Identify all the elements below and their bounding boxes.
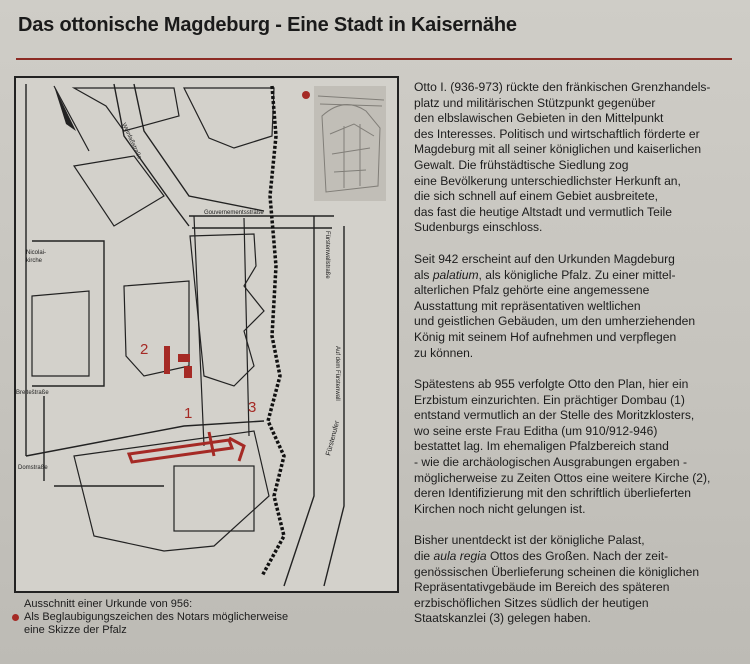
label-nicolai-1: Nicolai- — [26, 250, 47, 256]
marker-1: 1 — [184, 405, 193, 422]
legend-marker-icon — [12, 614, 19, 621]
legend-line-1: Ausschnitt einer Urkunde von 956: — [24, 598, 193, 610]
marker-2: 2 — [140, 341, 149, 358]
italic-palatium: palatium — [432, 267, 479, 282]
seal-marker — [302, 91, 310, 99]
label-breite: Breiteštraße — [16, 390, 49, 396]
seal-sketch — [314, 86, 386, 201]
italic-aula-regia: aula regia — [433, 549, 487, 564]
label-gouvernement: Gouvernementsstraße — [204, 210, 264, 216]
paragraph-2: Seit 942 erscheint auf den Urkunden Magdeburg als palatium, als königliche Pfalz. Zu einer mittel- alterlichen Pfalz gehörte eine angemessene Ausstattung mit repräsentativen weltlichen und geistlichen Gebäuden, um den umherziehenden König mit seinem Hof aufnehmen und verpflegen zu können. — [414, 251, 696, 360]
label-nicolai-2: kirche — [26, 258, 43, 264]
page-title: Das ottonische Magdeburg - Eine Stadt in Kaisernähe — [18, 14, 517, 36]
label-dom: Domstraße — [18, 465, 48, 471]
label-fuerstenwallstrasse: Fürstenwallstraße — [324, 231, 330, 279]
paragraph-4: Bisher unentdeckt ist der königliche Palast, die aula regia Ottos des Großen. Nach der zeit- genössischen Überlieferung scheinen die königlichen Repräsentativgebäude im Bereich des späteren erzbischöflichen Sitzes südlich der heutigen Staatskanzlei (3) gelegen haben. — [414, 533, 700, 626]
text-column — [414, 80, 734, 643]
paragraph-3: Spätestens ab 955 verfolgte Otto den Plan, hier ein Erzbistum einzurichten. Ein prächtiger Dombau (1) entstand vermutlich an der Stelle des Moritzklosters, wo seine erste Frau Editha (um 910/912-946) bestattet lag. Im ehemaligen Pfalzbereich stand - wie die archäologischen Ausgrabungen ergaben - möglicherweise zu Zeiten Ottos eine weitere Kirche (2), deren Identifizierung mit den schriftlich überlieferten Kirchen noch nicht gelungen ist. — [414, 377, 711, 516]
label-fuerstenufer: Fürstenufer — [325, 420, 342, 457]
legend-line-2: Als Beglaubigungszeichen des Notars möglicherweise — [24, 611, 289, 623]
legend-line-3: eine Skizze der Pfalz — [24, 624, 127, 636]
title-divider — [16, 58, 732, 60]
city-map — [14, 76, 399, 593]
marker-3: 3 — [248, 399, 257, 416]
label-weinfass: Weinfaßstraße — [120, 122, 143, 161]
label-auf-dem-fuerstenwall: Auf dem Fürstenwall — [334, 346, 340, 401]
paragraph-1: Otto I. (936-973) rückte den fränkischen Grenzhandels- platz und militärischen Stützpunkt gegenüber den elbslawischen Gebieten in den Mittelpunkt des Interesses. Politisch und wirtschaftlich förderte er Magdeburg mit all seiner königlichen und kaiserlichen Gewalt. Die frühstädtische Siedlung zog eine Bevölkerung unterschiedlichster Herkunft an, die sich schnell auf einem Gebiet ausbreitete, das fast die heutige Altstadt und vermutlich Teile Sudenburgs einschloss. — [414, 80, 711, 235]
